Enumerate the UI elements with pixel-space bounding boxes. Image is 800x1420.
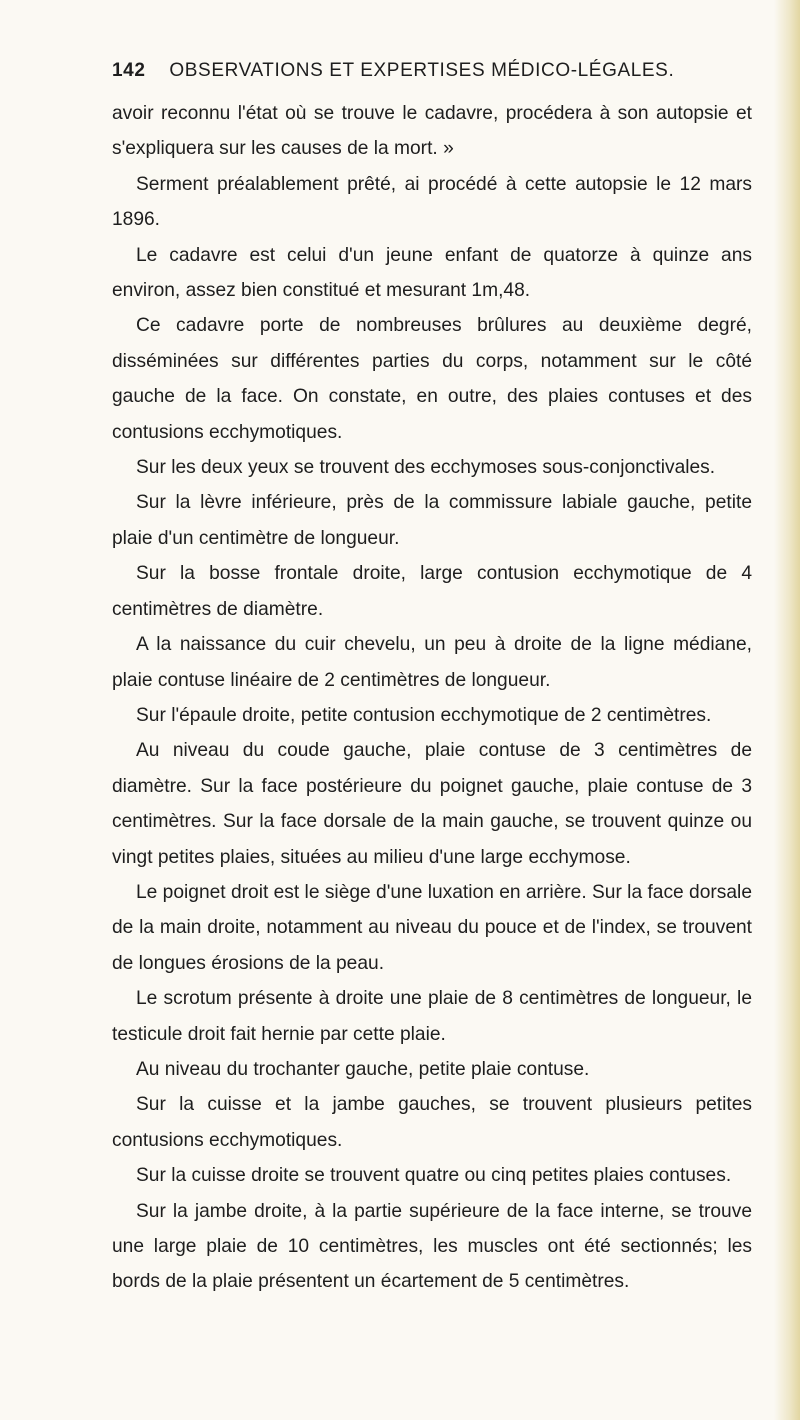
paragraph: Le scrotum présente à droite une plaie de 8 centimètres de longueur, le testicule droit fait hernie par cette plaie. bbox=[112, 988, 752, 1045]
running-title: OBSERVATIONS ET EXPERTISES MÉDICO-LÉGALES. bbox=[169, 60, 675, 81]
paragraph: Sur les deux yeux se trouvent des ecchymoses sous-conjonctivales. bbox=[136, 457, 716, 479]
paragraph: Ce cadavre porte de nombreuses brûlures au deuxième degré, disséminées sur différentes parties du corps, notamment sur le côté gauche de la face. On constate, en outre, des plaies contuses et des contusions ecchymotiques. bbox=[112, 315, 752, 443]
paragraph: Au niveau du trochanter gauche, petite plaie contuse. bbox=[136, 1058, 590, 1080]
paragraph: Sur l'épaule droite, petite contusion ecchymotique de 2 centimètres. bbox=[136, 704, 712, 726]
paragraph: Sur la cuisse et la jambe gauches, se trouvent plusieurs petites contusions ecchymotiques. bbox=[112, 1094, 752, 1151]
paragraph: Sur la jambe droite, à la partie supérieure de la face interne, se trouve une large plaie de 10 centimètres, les muscles ont été sectionnés; les bords de la plaie présentent un écartement de 5 centimètres. bbox=[112, 1200, 752, 1293]
paragraph: Le cadavre est celui d'un jeune enfant de quatorze à quinze ans environ, assez bien constitué et mesurant 1m,48. bbox=[112, 244, 752, 302]
paragraph: Sur la bosse frontale droite, large contusion ecchymotique de 4 centimètres de diamètre. bbox=[112, 563, 752, 620]
paragraph: Sur la lèvre inférieure, près de la commissure labiale gauche, petite plaie d'un centimètre de longueur. bbox=[112, 492, 752, 549]
running-header bbox=[112, 60, 732, 82]
page-number: 142 bbox=[112, 60, 146, 81]
page-edge-shadow bbox=[774, 0, 800, 1420]
page-body bbox=[112, 96, 752, 1300]
paragraph: avoir reconnu l'état où se trouve le cadavre, procédera à son autopsie et s'expliquera sur les causes de la mort. » bbox=[112, 103, 752, 160]
paragraph: Sur la cuisse droite se trouvent quatre ou cinq petites plaies contuses. bbox=[136, 1165, 732, 1187]
paragraph: Au niveau du coude gauche, plaie contuse de 3 centimètres de diamètre. Sur la face postérieure du poignet gauche, plaie contuse de 3 centimètres. Sur la face dorsale de la main gauche, se trouvent quinze ou vingt petites plaies, situées au milieu d'une large ecchymose. bbox=[112, 740, 752, 868]
paragraph: A la naissance du cuir chevelu, un peu à droite de la ligne médiane, plaie contuse linéaire de 2 centimètres de longueur. bbox=[112, 634, 752, 691]
paragraph: Serment préalablement prêté, ai procédé à cette autopsie le 12 mars 1896. bbox=[112, 173, 752, 231]
paragraph: Le poignet droit est le siège d'une luxation en arrière. Sur la face dorsale de la main droite, notamment au niveau du pouce et de l'index, se trouvent de longues érosions de la peau. bbox=[112, 881, 752, 974]
